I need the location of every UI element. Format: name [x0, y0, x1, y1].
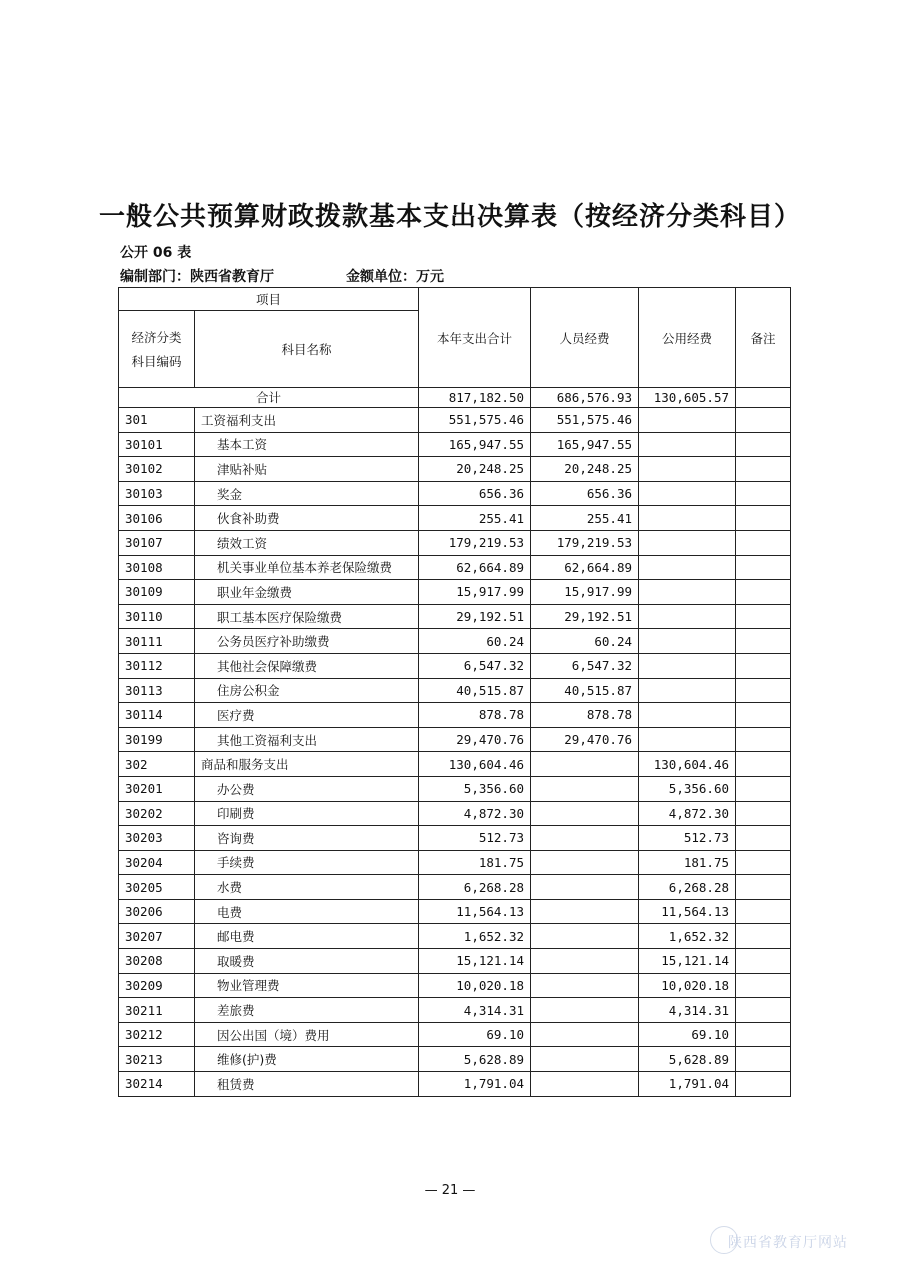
row-name: 工资福利支出: [195, 408, 419, 433]
row-name: 绩效工资: [195, 530, 419, 555]
row-total: 60.24: [419, 629, 531, 654]
row-total: 20,248.25: [419, 457, 531, 482]
row-name: 取暖费: [195, 949, 419, 974]
row-note: [736, 752, 791, 777]
row-name: 因公出国（境）费用: [195, 1022, 419, 1047]
row-personnel: [531, 998, 639, 1023]
header-note: 备注: [736, 288, 791, 388]
row-public: 4,314.31: [639, 998, 736, 1023]
row-code: 30207: [119, 924, 195, 949]
row-note: [736, 801, 791, 826]
row-personnel: 40,515.87: [531, 678, 639, 703]
table-row: [119, 432, 791, 457]
row-public: [639, 678, 736, 703]
watermark: 陕西省教育厅网站: [728, 1235, 848, 1251]
table-row: [119, 924, 791, 949]
row-code: 30113: [119, 678, 195, 703]
table-row: [119, 629, 791, 654]
row-personnel: [531, 875, 639, 900]
row-note: [736, 604, 791, 629]
row-name: 机关事业单位基本养老保险缴费: [195, 555, 419, 580]
row-public: 5,628.89: [639, 1047, 736, 1072]
header-project: 项目: [119, 288, 419, 311]
table-row: [119, 481, 791, 506]
header-code-line2: 科目编码: [131, 354, 182, 369]
row-personnel: [531, 1047, 639, 1072]
table-row: [119, 949, 791, 974]
row-name: 租赁费: [195, 1072, 419, 1097]
row-code: 30213: [119, 1047, 195, 1072]
row-code: 30208: [119, 949, 195, 974]
row-personnel: 255.41: [531, 506, 639, 531]
row-name: 物业管理费: [195, 973, 419, 998]
table-row: [119, 875, 791, 900]
row-public: 181.75: [639, 850, 736, 875]
row-total: 1,791.04: [419, 1072, 531, 1097]
row-code: 30199: [119, 727, 195, 752]
row-code: 302: [119, 752, 195, 777]
row-code: 30109: [119, 580, 195, 605]
header-name: 科目名称: [195, 311, 419, 388]
row-note: [736, 703, 791, 728]
row-code: 30212: [119, 1022, 195, 1047]
row-total: 62,664.89: [419, 555, 531, 580]
row-personnel: 551,575.46: [531, 408, 639, 433]
header-code-line1: 经济分类: [131, 330, 182, 345]
row-code: 30206: [119, 899, 195, 924]
row-note: [736, 506, 791, 531]
row-public: [639, 432, 736, 457]
row-total: 11,564.13: [419, 899, 531, 924]
row-total: 29,470.76: [419, 727, 531, 752]
row-total: 29,192.51: [419, 604, 531, 629]
page-number: — 21 —: [424, 1183, 476, 1198]
table-row: [119, 850, 791, 875]
table-row: [119, 457, 791, 482]
row-note: [736, 1047, 791, 1072]
row-code: 30209: [119, 973, 195, 998]
row-personnel: [531, 752, 639, 777]
row-code: 30107: [119, 530, 195, 555]
row-code: 30201: [119, 776, 195, 801]
row-name: 奖金: [195, 481, 419, 506]
department-label: 编制部门：陕西省教育厅: [120, 269, 274, 285]
row-note: [736, 924, 791, 949]
row-code: 30101: [119, 432, 195, 457]
row-note: [736, 973, 791, 998]
row-personnel: 20,248.25: [531, 457, 639, 482]
row-name: 伙食补助费: [195, 506, 419, 531]
table-row: [119, 530, 791, 555]
row-note: [736, 530, 791, 555]
row-note: [736, 678, 791, 703]
total-amount: 817,182.50: [419, 388, 531, 408]
row-public: [639, 481, 736, 506]
table-row: [119, 826, 791, 851]
row-total: 4,314.31: [419, 998, 531, 1023]
row-note: [736, 1072, 791, 1097]
row-total: 179,219.53: [419, 530, 531, 555]
row-public: 15,121.14: [639, 949, 736, 974]
row-note: [736, 899, 791, 924]
budget-table: [118, 287, 791, 1097]
table-row: [119, 776, 791, 801]
row-name: 其他工资福利支出: [195, 727, 419, 752]
row-code: 30111: [119, 629, 195, 654]
row-total: 551,575.46: [419, 408, 531, 433]
table-row: [119, 703, 791, 728]
row-personnel: [531, 1072, 639, 1097]
row-note: [736, 408, 791, 433]
table-row: [119, 1072, 791, 1097]
row-name: 手续费: [195, 850, 419, 875]
row-public: [639, 530, 736, 555]
row-code: 30204: [119, 850, 195, 875]
row-total: 5,356.60: [419, 776, 531, 801]
row-public: 130,604.46: [639, 752, 736, 777]
table-row: [119, 899, 791, 924]
row-total: 10,020.18: [419, 973, 531, 998]
table-row: [119, 1022, 791, 1047]
table-body: [119, 388, 791, 1097]
row-name: 津贴补贴: [195, 457, 419, 482]
row-total: 6,547.32: [419, 653, 531, 678]
row-note: [736, 1022, 791, 1047]
row-public: 6,268.28: [639, 875, 736, 900]
row-public: [639, 555, 736, 580]
table-row: [119, 580, 791, 605]
row-name: 水费: [195, 875, 419, 900]
total-row: [119, 388, 791, 408]
row-total: 15,917.99: [419, 580, 531, 605]
row-code: 30108: [119, 555, 195, 580]
table-row: [119, 727, 791, 752]
row-total: 5,628.89: [419, 1047, 531, 1072]
row-name: 公务员医疗补助缴费: [195, 629, 419, 654]
row-note: [736, 826, 791, 851]
row-note: [736, 776, 791, 801]
row-public: 4,872.30: [639, 801, 736, 826]
row-public: 1,791.04: [639, 1072, 736, 1097]
table-row: [119, 801, 791, 826]
row-total: 181.75: [419, 850, 531, 875]
row-total: 4,872.30: [419, 801, 531, 826]
header-total: 本年支出合计: [419, 288, 531, 388]
row-code: 30103: [119, 481, 195, 506]
table-row: [119, 973, 791, 998]
row-personnel: [531, 1022, 639, 1047]
row-note: [736, 949, 791, 974]
row-total: 69.10: [419, 1022, 531, 1047]
table-row: [119, 604, 791, 629]
row-personnel: [531, 801, 639, 826]
row-code: 30112: [119, 653, 195, 678]
row-public: 1,652.32: [639, 924, 736, 949]
total-personnel: 686,576.93: [531, 388, 639, 408]
row-personnel: [531, 924, 639, 949]
row-total: 15,121.14: [419, 949, 531, 974]
row-personnel: 29,470.76: [531, 727, 639, 752]
row-personnel: [531, 949, 639, 974]
row-note: [736, 875, 791, 900]
row-name: 印刷费: [195, 801, 419, 826]
row-total: 130,604.46: [419, 752, 531, 777]
row-code: 30211: [119, 998, 195, 1023]
row-personnel: [531, 973, 639, 998]
row-public: [639, 703, 736, 728]
row-name: 维修(护)费: [195, 1047, 419, 1072]
row-public: 69.10: [639, 1022, 736, 1047]
page-title: 一般公共预算财政拨款基本支出决算表（按经济分类科目）: [98, 202, 801, 232]
row-name: 职工基本医疗保险缴费: [195, 604, 419, 629]
total-note: [736, 388, 791, 408]
row-code: 30102: [119, 457, 195, 482]
row-public: [639, 629, 736, 654]
row-name: 差旅费: [195, 998, 419, 1023]
header-personnel: 人员经费: [531, 288, 639, 388]
row-public: [639, 653, 736, 678]
row-code: 30203: [119, 826, 195, 851]
meta-line: [120, 266, 444, 286]
header-code: [119, 311, 195, 388]
row-total: 1,652.32: [419, 924, 531, 949]
row-code: 30106: [119, 506, 195, 531]
table-row: [119, 653, 791, 678]
row-total: 6,268.28: [419, 875, 531, 900]
row-personnel: 6,547.32: [531, 653, 639, 678]
row-name: 医疗费: [195, 703, 419, 728]
form-code: 公开 06 表: [120, 245, 192, 261]
row-name: 基本工资: [195, 432, 419, 457]
row-personnel: [531, 826, 639, 851]
row-public: [639, 457, 736, 482]
row-personnel: 62,664.89: [531, 555, 639, 580]
row-note: [736, 481, 791, 506]
row-code: 30202: [119, 801, 195, 826]
total-label: 合计: [119, 388, 419, 408]
row-public: [639, 727, 736, 752]
row-name: 商品和服务支出: [195, 752, 419, 777]
row-note: [736, 998, 791, 1023]
row-note: [736, 850, 791, 875]
table-row: [119, 678, 791, 703]
row-public: [639, 580, 736, 605]
table-row: [119, 506, 791, 531]
row-note: [736, 727, 791, 752]
row-personnel: 29,192.51: [531, 604, 639, 629]
row-public: [639, 604, 736, 629]
row-name: 邮电费: [195, 924, 419, 949]
row-total: 255.41: [419, 506, 531, 531]
row-public: 11,564.13: [639, 899, 736, 924]
row-personnel: 878.78: [531, 703, 639, 728]
row-total: 512.73: [419, 826, 531, 851]
table-row: [119, 408, 791, 433]
row-total: 40,515.87: [419, 678, 531, 703]
row-personnel: 656.36: [531, 481, 639, 506]
row-note: [736, 629, 791, 654]
row-public: [639, 408, 736, 433]
header-public: 公用经费: [639, 288, 736, 388]
row-name: 职业年金缴费: [195, 580, 419, 605]
row-code: 30205: [119, 875, 195, 900]
row-code: 30214: [119, 1072, 195, 1097]
row-note: [736, 653, 791, 678]
table-row: [119, 752, 791, 777]
row-code: 30114: [119, 703, 195, 728]
row-name: 其他社会保障缴费: [195, 653, 419, 678]
row-note: [736, 555, 791, 580]
row-note: [736, 457, 791, 482]
row-total: 878.78: [419, 703, 531, 728]
row-personnel: 179,219.53: [531, 530, 639, 555]
table-row: [119, 998, 791, 1023]
row-personnel: [531, 899, 639, 924]
row-total: 165,947.55: [419, 432, 531, 457]
row-code: 301: [119, 408, 195, 433]
table-row: [119, 555, 791, 580]
row-personnel: 60.24: [531, 629, 639, 654]
row-name: 电费: [195, 899, 419, 924]
total-public: 130,605.57: [639, 388, 736, 408]
row-public: 10,020.18: [639, 973, 736, 998]
row-name: 住房公积金: [195, 678, 419, 703]
table-row: [119, 1047, 791, 1072]
unit-label: 金额单位：万元: [346, 269, 444, 285]
row-personnel: 15,917.99: [531, 580, 639, 605]
row-personnel: 165,947.55: [531, 432, 639, 457]
row-code: 30110: [119, 604, 195, 629]
row-name: 办公费: [195, 776, 419, 801]
row-personnel: [531, 850, 639, 875]
row-total: 656.36: [419, 481, 531, 506]
row-public: [639, 506, 736, 531]
row-name: 咨询费: [195, 826, 419, 851]
row-personnel: [531, 776, 639, 801]
row-public: 512.73: [639, 826, 736, 851]
row-public: 5,356.60: [639, 776, 736, 801]
row-note: [736, 580, 791, 605]
row-note: [736, 432, 791, 457]
